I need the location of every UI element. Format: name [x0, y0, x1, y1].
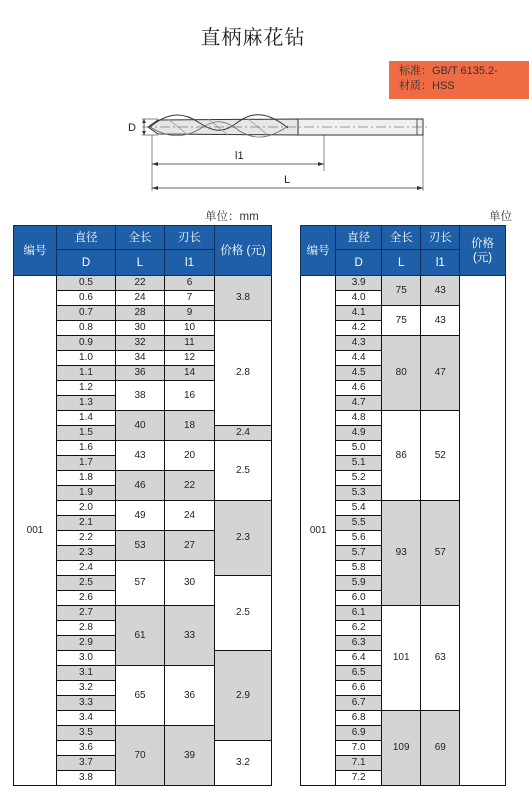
- diameter-cell: 4.1: [336, 306, 382, 321]
- diameter-cell: 6.2: [336, 621, 382, 636]
- length-cell: 80: [381, 336, 421, 411]
- diameter-cell: 2.5: [57, 576, 116, 591]
- flute-cell: 24: [165, 501, 215, 531]
- spec-table-left: [13, 225, 272, 786]
- product-code: 001: [301, 276, 336, 786]
- l1-dimension-label: l1: [235, 150, 244, 162]
- diameter-cell: 4.4: [336, 351, 382, 366]
- diameter-cell: 4.2: [336, 321, 382, 336]
- diameter-cell: 3.7: [57, 756, 116, 771]
- flute-cell: 52: [421, 411, 460, 501]
- diameter-cell: 6.5: [336, 666, 382, 681]
- length-cell: 93: [381, 501, 421, 606]
- diameter-cell: 2.6: [57, 591, 116, 606]
- diameter-cell: 4.8: [336, 411, 382, 426]
- diameter-cell: 0.7: [57, 306, 116, 321]
- price-cell: [460, 276, 506, 786]
- flute-cell: 30: [165, 561, 215, 606]
- header-diameter: 直径: [57, 226, 116, 250]
- diameter-cell: 4.7: [336, 396, 382, 411]
- diameter-cell: 5.2: [336, 471, 382, 486]
- diameter-cell: 3.8: [57, 771, 116, 786]
- flute-cell: 7: [165, 291, 215, 306]
- length-cell: 32: [116, 336, 165, 351]
- diameter-cell: 3.9: [336, 276, 382, 291]
- diameter-cell: 4.9: [336, 426, 382, 441]
- flute-cell: 16: [165, 381, 215, 411]
- diameter-cell: 1.0: [57, 351, 116, 366]
- flute-cell: 69: [421, 711, 460, 786]
- price-cell: 2.5: [215, 441, 272, 501]
- price-cell: 2.3: [215, 501, 272, 576]
- header-price: 价格 (元): [460, 226, 506, 276]
- flute-cell: 22: [165, 471, 215, 501]
- flute-cell: 27: [165, 531, 215, 561]
- length-cell: 61: [116, 606, 165, 666]
- diameter-cell: 2.8: [57, 621, 116, 636]
- header-length: 全长: [116, 226, 165, 250]
- diameter-cell: 0.5: [57, 276, 116, 291]
- header-d: D: [57, 250, 116, 276]
- diameter-cell: 4.3: [336, 336, 382, 351]
- diameter-cell: 5.4: [336, 501, 382, 516]
- price-cell: 2.9: [215, 651, 272, 741]
- header-d: D: [336, 250, 382, 276]
- length-cell: 70: [116, 726, 165, 786]
- diameter-cell: 5.8: [336, 561, 382, 576]
- length-cell: 40: [116, 411, 165, 441]
- price-cell: 3.2: [215, 741, 272, 786]
- header-code: 编号: [301, 226, 336, 276]
- diameter-cell: 2.2: [57, 531, 116, 546]
- diameter-cell: 1.8: [57, 471, 116, 486]
- spec-table-right: [300, 225, 506, 786]
- length-cell: 65: [116, 666, 165, 726]
- length-cell: 30: [116, 321, 165, 336]
- diameter-cell: 1.2: [57, 381, 116, 396]
- diameter-cell: 6.0: [336, 591, 382, 606]
- diameter-cell: 7.2: [336, 771, 382, 786]
- diameter-cell: 7.0: [336, 741, 382, 756]
- length-cell: 38: [116, 381, 165, 411]
- length-cell: 75: [381, 276, 421, 306]
- diameter-cell: 3.3: [57, 696, 116, 711]
- header-flute: 刃长: [165, 226, 215, 250]
- diameter-cell: 6.8: [336, 711, 382, 726]
- product-code: 001: [14, 276, 57, 786]
- length-cell: 75: [381, 306, 421, 336]
- diameter-cell: 3.6: [57, 741, 116, 756]
- diameter-cell: 6.7: [336, 696, 382, 711]
- flute-cell: 43: [421, 276, 460, 306]
- unit-label-right: 单位: [489, 211, 512, 223]
- diameter-cell: 3.0: [57, 651, 116, 666]
- header-diameter: 直径: [336, 226, 382, 250]
- diameter-cell: 6.1: [336, 606, 382, 621]
- header-l1: l1: [165, 250, 215, 276]
- length-cell: 46: [116, 471, 165, 501]
- diameter-cell: 2.9: [57, 636, 116, 651]
- d-dimension-label: D: [128, 122, 136, 134]
- diameter-cell: 1.1: [57, 366, 116, 381]
- header-price: 价格 (元): [215, 226, 272, 276]
- flute-cell: 11: [165, 336, 215, 351]
- page-title: 直柄麻花钻: [200, 25, 306, 49]
- header-code: 编号: [14, 226, 57, 276]
- diameter-cell: 5.1: [336, 456, 382, 471]
- price-cell: 2.5: [215, 576, 272, 651]
- flute-cell: 63: [421, 606, 460, 711]
- length-cell: 57: [116, 561, 165, 606]
- flute-cell: 43: [421, 306, 460, 336]
- length-cell: 109: [381, 711, 421, 786]
- header-l: L: [116, 250, 165, 276]
- diameter-cell: 1.5: [57, 426, 116, 441]
- diameter-cell: 6.3: [336, 636, 382, 651]
- flute-cell: 33: [165, 606, 215, 666]
- length-cell: 86: [381, 411, 421, 501]
- flute-cell: 36: [165, 666, 215, 726]
- price-cell: 2.4: [215, 426, 272, 441]
- diameter-cell: 4.6: [336, 381, 382, 396]
- table-row: [14, 276, 272, 291]
- length-cell: 49: [116, 501, 165, 531]
- flute-cell: 47: [421, 336, 460, 411]
- length-cell: 53: [116, 531, 165, 561]
- diameter-cell: 3.4: [57, 711, 116, 726]
- header-l: L: [381, 250, 421, 276]
- header-flute: 刃长: [421, 226, 460, 250]
- diameter-cell: 0.8: [57, 321, 116, 336]
- diameter-cell: 5.7: [336, 546, 382, 561]
- diameter-cell: 3.5: [57, 726, 116, 741]
- diameter-cell: 4.0: [336, 291, 382, 306]
- diameter-cell: 5.5: [336, 516, 382, 531]
- flute-cell: 10: [165, 321, 215, 336]
- standard-text: 标准：GB/T 6135.2-: [399, 65, 498, 77]
- diameter-cell: 3.1: [57, 666, 116, 681]
- flute-cell: 20: [165, 441, 215, 471]
- diameter-cell: 3.2: [57, 681, 116, 696]
- diameter-cell: 4.5: [336, 366, 382, 381]
- flute-cell: 14: [165, 366, 215, 381]
- spec-badge: [389, 61, 529, 99]
- diameter-cell: 2.7: [57, 606, 116, 621]
- diameter-cell: 5.0: [336, 441, 382, 456]
- header-length: 全长: [381, 226, 421, 250]
- drill-diagram: [128, 108, 433, 193]
- unit-label-left: 单位：mm: [205, 211, 259, 223]
- flute-cell: 6: [165, 276, 215, 291]
- diameter-cell: 5.9: [336, 576, 382, 591]
- diameter-cell: 6.9: [336, 726, 382, 741]
- l-dimension-label: L: [284, 174, 291, 186]
- flute-cell: 12: [165, 351, 215, 366]
- diameter-cell: 6.6: [336, 681, 382, 696]
- diameter-cell: 1.9: [57, 486, 116, 501]
- diameter-cell: 1.3: [57, 396, 116, 411]
- length-cell: 28: [116, 306, 165, 321]
- length-cell: 24: [116, 291, 165, 306]
- length-cell: 101: [381, 606, 421, 711]
- diameter-cell: 2.4: [57, 561, 116, 576]
- length-cell: 22: [116, 276, 165, 291]
- header-l1: l1: [421, 250, 460, 276]
- diameter-cell: 5.3: [336, 486, 382, 501]
- length-cell: 36: [116, 366, 165, 381]
- diameter-cell: 2.3: [57, 546, 116, 561]
- flute-cell: 9: [165, 306, 215, 321]
- flute-cell: 57: [421, 501, 460, 606]
- diameter-cell: 7.1: [336, 756, 382, 771]
- diameter-cell: 1.6: [57, 441, 116, 456]
- diameter-cell: 1.4: [57, 411, 116, 426]
- length-cell: 34: [116, 351, 165, 366]
- length-cell: 43: [116, 441, 165, 471]
- diameter-cell: 5.6: [336, 531, 382, 546]
- diameter-cell: 2.0: [57, 501, 116, 516]
- diameter-cell: 6.4: [336, 651, 382, 666]
- table-row: [301, 276, 506, 291]
- flute-cell: 39: [165, 726, 215, 786]
- diameter-cell: 2.1: [57, 516, 116, 531]
- diameter-cell: 0.9: [57, 336, 116, 351]
- material-text: 材质：HSS: [399, 80, 455, 92]
- price-cell: 3.8: [215, 276, 272, 321]
- price-cell: 2.8: [215, 321, 272, 426]
- flute-cell: 18: [165, 411, 215, 441]
- diameter-cell: 0.6: [57, 291, 116, 306]
- diameter-cell: 1.7: [57, 456, 116, 471]
